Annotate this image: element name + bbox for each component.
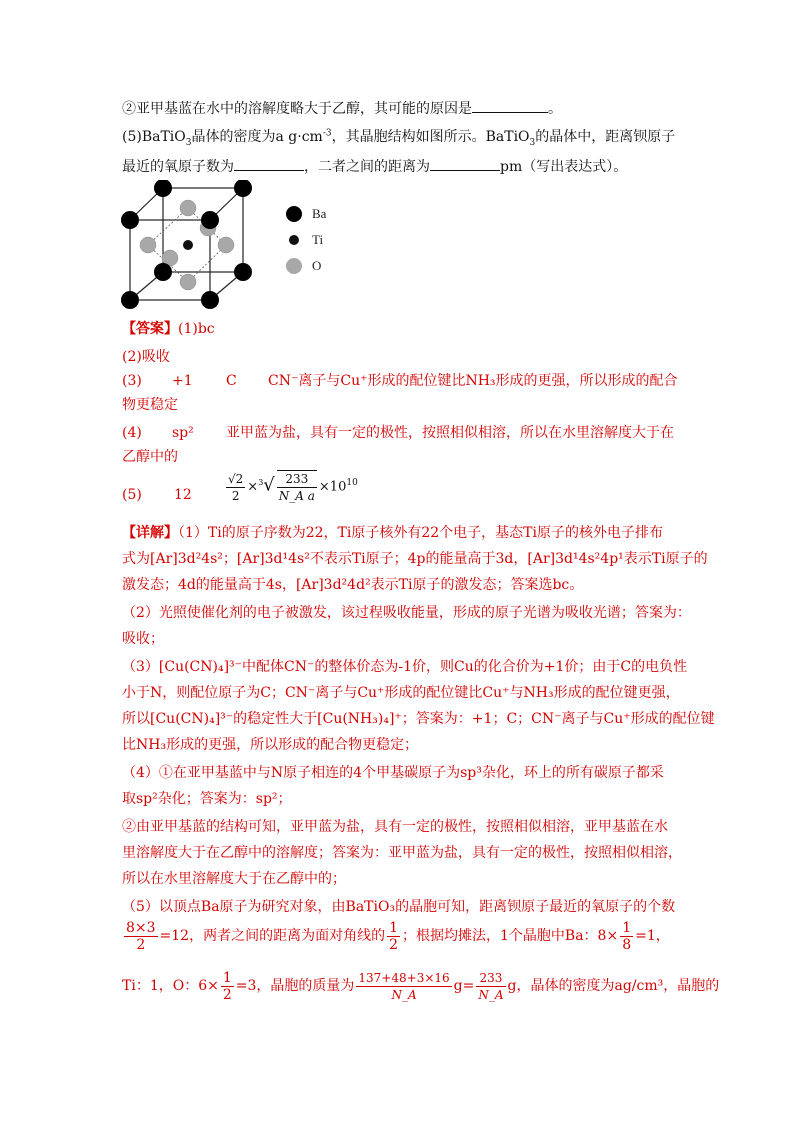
detail-p1c: 激发态；4d的能量高于4s，[Ar]3d²4d²表示Ti原子的激发态；答案选bc。 — [122, 577, 584, 593]
frac-den: N_A — [391, 987, 417, 1002]
answer-3-text2: 物更稳定 — [122, 397, 178, 413]
answer-4-text: 亚甲蓝为盐，具有一定的极性，按照相似相溶，所以在水里溶解度大于在 — [226, 425, 674, 441]
titanium-atom — [183, 240, 193, 250]
legend-o-icon — [286, 258, 302, 274]
detail-p5b-text2: ；根据均摊法，1个晶胞中Ba：8× — [402, 928, 619, 944]
answer-1: (1)bc — [178, 321, 215, 337]
oxygen-atom — [180, 274, 196, 290]
detail-p5b-text3: =1， — [635, 928, 670, 944]
formula-num: √2 — [228, 471, 244, 486]
detail-line-11 — [122, 788, 292, 810]
barium-atom — [201, 291, 219, 309]
answer-3-val1: +1 — [172, 373, 193, 389]
question-end: 。 — [548, 101, 562, 117]
detail-p5b-text: =12，两者之间的距离为面对角线的 — [159, 928, 386, 944]
detail-line-13 — [122, 842, 682, 864]
detail-line-10 — [122, 762, 664, 784]
answer-5-num: (5) — [122, 487, 142, 503]
legend-ti-label: Ti — [312, 232, 324, 247]
legend-ba-label: Ba — [312, 206, 327, 221]
question-line-1 — [122, 98, 562, 120]
barium-atom — [121, 211, 139, 229]
radical-icon: √ — [263, 474, 275, 496]
q5-density: 晶体的密度为a g·cm — [191, 129, 323, 145]
question-line-3 — [122, 156, 627, 178]
answer-4-val1: sp² — [172, 425, 194, 441]
answer-3-num: (3) — [122, 373, 142, 389]
detail-p3d: 比NH₃形成的更强，所以形成的配合物更稳定； — [122, 737, 419, 753]
detail-p5c-c: g= — [453, 978, 475, 994]
answer-blank-distance — [430, 156, 500, 171]
detail-line-17 — [122, 968, 719, 1004]
root-index: 3 — [258, 478, 264, 488]
answer-line-4 — [122, 422, 674, 444]
detail-line-14 — [122, 868, 346, 890]
answer-line-1 — [122, 318, 215, 340]
q5-sub2: 3 — [529, 137, 536, 148]
detail-p2b: 吸收； — [122, 631, 164, 647]
q5-text2: 的晶体中，距离钡原子 — [535, 129, 676, 145]
q5-line3c: pm（写出表达式）。 — [500, 159, 628, 175]
barium-atom — [154, 263, 172, 281]
q5-line3b: ，二者之间的距离为 — [304, 159, 430, 175]
formula-den: 2 — [231, 488, 240, 503]
detail-p4c: ②由亚甲基蓝的结构可知，亚甲蓝为盐，具有一定的极性，按照相似相溶，亚甲基蓝在水 — [122, 819, 668, 835]
detail-p4a: （4）①在亚甲基蓝中与N原子相连的4个甲基碳原子为sp³杂化，环上的所有碳原子都采 — [122, 765, 664, 781]
detail-line-3 — [122, 574, 583, 596]
frac-den: 2 — [136, 936, 146, 953]
detail-line-6 — [122, 656, 687, 678]
q5-sup: -3 — [322, 128, 332, 139]
detail-line-7 — [122, 682, 680, 704]
root-num: 233 — [277, 471, 317, 488]
detail-label: 【详解】 — [122, 525, 178, 541]
formula-exp: 10 — [346, 478, 358, 489]
frac-num: 137+48+3×16 — [358, 970, 450, 985]
answer-2: (2)吸收 — [122, 349, 170, 365]
detail-p1b: 式为[Ar]3d²4s²；[Ar]3d¹4s²不表示Ti原子；4p的能量高于3d，[Ar]3d¹4s²4p¹表示Ti原子的 — [122, 551, 708, 567]
detail-p3c: 所以[Cu(CN)₄]³⁻的稳定性大于[Cu(NH₃)₄]⁺；答案为：+1；C；CN⁻离子与Cu⁺形成的配位键 — [122, 711, 715, 727]
q5-sub: 3 — [185, 137, 192, 148]
detail-line-5 — [122, 628, 164, 650]
oxygen-atom — [180, 200, 196, 216]
detail-p4e: 所以在水里溶解度大于在乙醇中的； — [122, 871, 346, 887]
frac-den: 2 — [389, 936, 399, 953]
question-text: ②亚甲基蓝在水中的溶解度略大于乙醇，其可能的原因是 — [122, 101, 472, 117]
answer-line-4b — [122, 446, 178, 468]
barium-atom — [234, 263, 252, 281]
detail-line-1 — [122, 522, 663, 544]
oxygen-atom — [218, 237, 234, 253]
detail-p3a: （3）[Cu(CN)₄]³⁻中配体CN⁻的整体价态为-1价，则Cu的化合价为+1价；由于C的电负性 — [122, 659, 688, 675]
detail-p1a: （1）Ti的原子序数为22，Ti原子核外有22个电子，基态Ti原子的核外电子排布 — [178, 525, 663, 541]
question-line-2 — [122, 126, 675, 148]
barium-atom — [201, 211, 219, 229]
frac-num: 8×3 — [126, 919, 156, 936]
detail-p5c-a: Ti：1，O：6× — [122, 978, 219, 994]
frac-num: 1 — [389, 919, 399, 936]
detail-p2a: （2）光照使催化剂的电子被激发，该过程吸收能量，形成的原子光谱为吸收光谱；答案为： — [122, 605, 691, 621]
answer-5-val1: 12 — [174, 487, 192, 503]
barium-atom — [121, 291, 139, 309]
frac-num: 1 — [622, 919, 632, 936]
detail-p5a: （5）以顶点Ba原子为研究对象，由BaTiO₃的晶胞可知，距离钡原子最近的氧原子的个数 — [122, 899, 676, 915]
q5-text: ，其晶胞结构如图所示。BaTiO — [331, 129, 530, 145]
answer-label: 【答案】 — [122, 321, 178, 337]
frac-num: 1 — [222, 969, 232, 986]
detail-line-15 — [122, 896, 675, 918]
frac-den: 2 — [222, 986, 232, 1003]
root-den: N_A a — [278, 489, 315, 503]
detail-line-16 — [122, 918, 670, 954]
answer-line-3 — [122, 370, 678, 392]
detail-p5c-d: g，晶体的密度为ag/cm³，晶胞的 — [507, 978, 720, 994]
legend-ti-icon — [289, 235, 299, 245]
answer-5-formula: $\frac{√2}{2}$ ×$^3$√ $\frac{233}{\text{N\_A a}}$ $\times 10^{10}$ — [228, 471, 358, 503]
frac-den: 8 — [622, 936, 632, 953]
detail-line-4 — [122, 602, 691, 624]
answer-blank-count — [234, 156, 304, 171]
detail-p5c-b: =3，晶胞的质量为 — [235, 978, 355, 994]
detail-p4d: 里溶解度大于在乙醇中的溶解度；答案为：亚甲蓝为盐，具有一定的极性，按照相似相溶， — [122, 845, 682, 861]
oxygen-atom — [140, 237, 156, 253]
detail-p3b: 小于N，则配位原子为C；CN⁻离子与Cu⁺形成的配位键比Cu⁺与NH₃形成的配位键更强， — [122, 685, 680, 701]
legend-o-label: O — [312, 258, 322, 273]
q5-line3a: 最近的氧原子数为 — [122, 159, 234, 175]
detail-line-9 — [122, 734, 418, 756]
detail-line-12 — [122, 816, 668, 838]
answer-3-val2: C — [226, 373, 237, 389]
legend-ba-icon — [286, 206, 302, 222]
answer-4-num: (4) — [122, 425, 142, 441]
answer-3-text: CN⁻离子与Cu⁺形成的配位键比NH₃形成的更强，所以形成的配合 — [268, 373, 678, 389]
answer-blank — [472, 98, 548, 113]
answer-line-3b — [122, 394, 178, 416]
detail-line-8 — [122, 708, 715, 730]
frac-den: N_A — [478, 987, 504, 1002]
detail-line-2 — [122, 548, 708, 570]
formula-mult: ×10 — [318, 479, 347, 495]
q5-label: (5)BaTiO — [122, 129, 186, 145]
frac-num: 233 — [476, 970, 505, 987]
detail-p4b: 取sp²杂化；答案为：sp²； — [122, 791, 292, 807]
answer-4-text2: 乙醇中的 — [122, 449, 178, 465]
answer-line-2 — [122, 346, 170, 368]
